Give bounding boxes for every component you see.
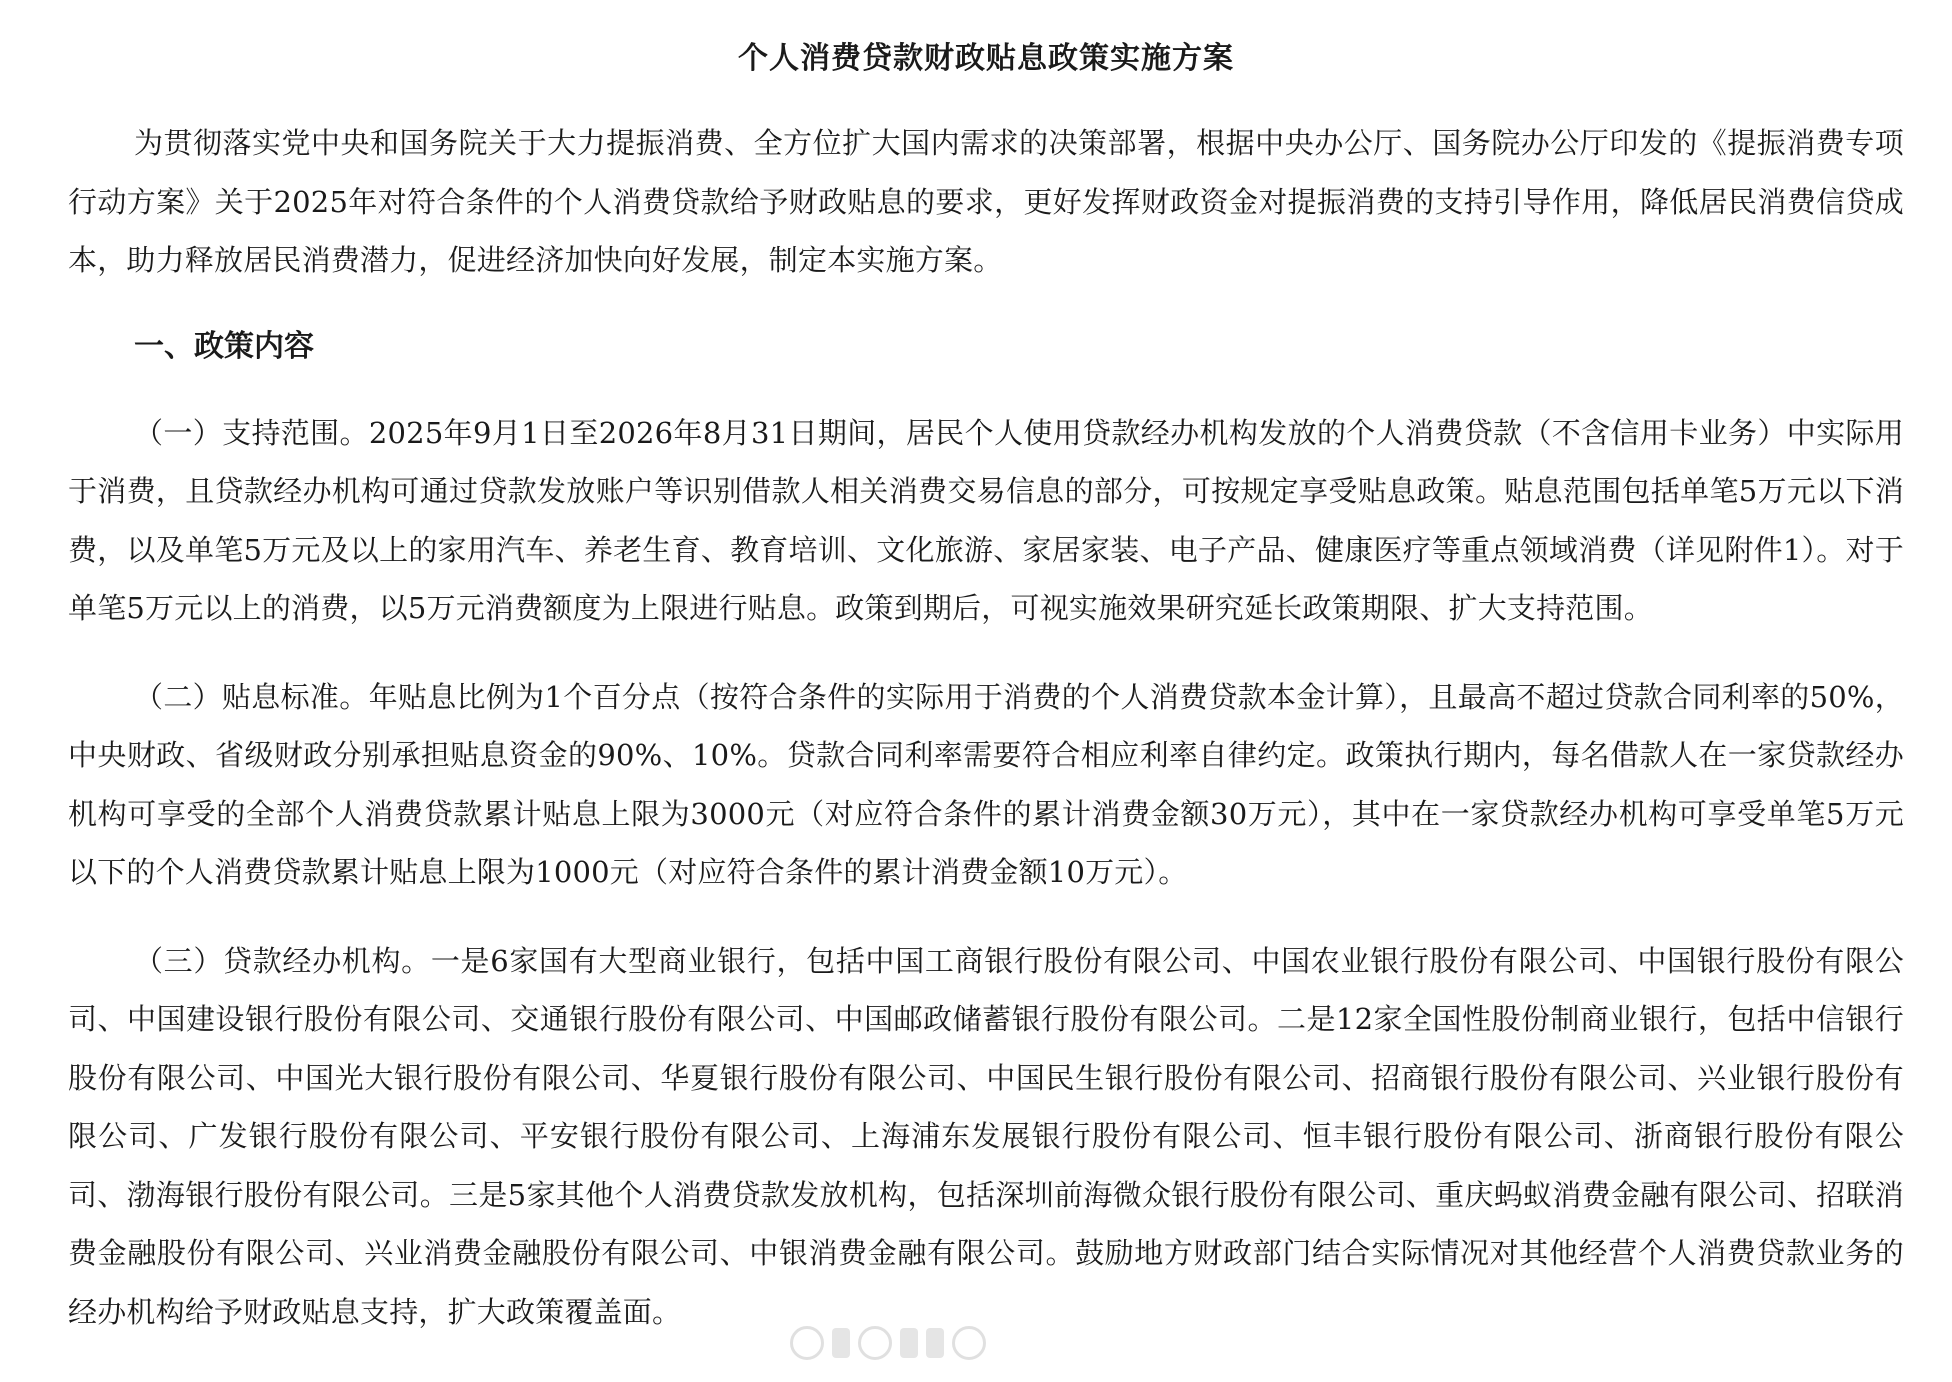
section-heading-policy-content: 一、政策内容 [134,328,314,364]
paragraph-gap [68,638,1904,668]
document-page [68,30,1904,1341]
paragraph-gap [68,902,1904,932]
document-title: 个人消费贷款财政贴息政策实施方案 [738,41,1234,76]
paragraph-loan-institutions: （三）贷款经办机构。一是6家国有大型商业银行，包括中国工商银行股份有限公司、中国农业银行股份有限公司、中国银行股份有限公司、中国建设银行股份有限公司、交通银行股份有限公司、中国邮政储蓄银行股份有限公司。二是12家全国性股份制商业银行，包括中信银行股份有限公司、中国光大银行股份有限公司、华夏银行股份有限公司、中国民生银行股份有限公司、招商银行股份有限公司、兴业银行股份有限公司、广发银行股份有限公司、平安银行股份有限公司、上海浦东发展银行股份有限公司、恒丰银行股份有限公司、浙商银行股份有限公司、渤海银行股份有限公司。三是5家其他个人消费贷款发放机构，包括深圳前海微众银行股份有限公司、重庆蚂蚁消费金融有限公司、招联消费金融股份有限公司、兴业消费金融股份有限公司、中银消费金融有限公司。鼓励地方财政部门结合实际情况对其他经营个人消费贷款业务的经办机构给予财政贴息支持，扩大政策覆盖面。 [68,943,1905,1329]
intro-paragraph: 为贯彻落实党中央和国务院关于大力提振消费、全方位扩大国内需求的决策部署，根据中央办公厅、国务院办公厅印发的《提振消费专项行动方案》关于2025年对符合条件的个人消费贷款给予财政贴息的要求，更好发挥财政资金对提振消费的支持引导作用，降低居民消费信贷成本，助力释放居民消费潜力，促进经济加快向好发展，制定本实施方案。 [68,126,1904,277]
paragraph-support-scope: （一）支持范围。2025年9月1日至2026年8月31日期间，居民个人使用贷款经办机构发放的个人消费贷款（不含信用卡业务）中实际用于消费，且贷款经办机构可通过贷款发放账户等识别借款人相关消费交易信息的部分，可按规定享受贴息政策。贴息范围包括单笔5万元以下消费，以及单笔5万元及以上的家用汽车、养老生育、教育培训、文化旅游、家居家装、电子产品、健康医疗等重点领域消费（详见附件1）。对于单笔5万元以上的消费，以5万元消费额度为上限进行贴息。政策到期后，可视实施效果研究延长政策期限、扩大支持范围。 [68,415,1904,625]
paragraph-subsidy-standard: （二）贴息标准。年贴息比例为1个百分点（按符合条件的实际用于消费的个人消费贷款本金计算），且最高不超过贷款合同利率的50%，中央财政、省级财政分别承担贴息资金的90%、10%。贷款合同利率需要符合相应利率自律约定。政策执行期内，每名借款人在一家贷款经办机构可享受的全部个人消费贷款累计贴息上限为3000元（对应符合条件的累计消费金额30万元），其中在一家贷款经办机构可享受单笔5万元以下的个人消费贷款累计贴息上限为1000元（对应符合条件的累计消费金额10万元）。 [68,679,1904,889]
